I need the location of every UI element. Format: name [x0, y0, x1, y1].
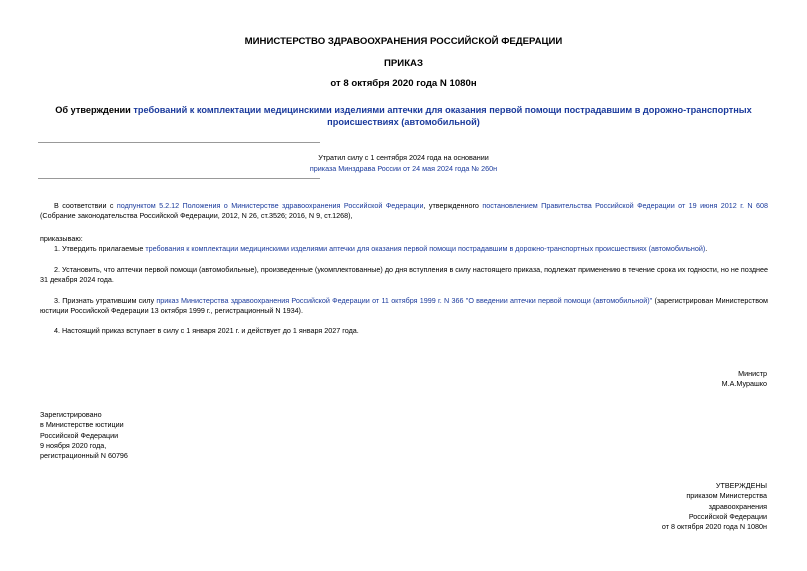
status-note — [40, 152, 767, 174]
approved-block — [662, 481, 767, 532]
approved-line-3: здравоохранения — [708, 501, 767, 511]
approved-line-1: УТВЕРЖДЕНЫ — [715, 481, 767, 490]
registration-line-3: Российской Федерации — [40, 430, 119, 440]
item-4-paragraph — [40, 326, 768, 336]
registration-line-1: Зарегистрировано — [40, 410, 102, 419]
divider-bottom — [38, 178, 320, 179]
preamble-text-1: В соответствии с — [54, 201, 117, 210]
preamble-text-2: , утвержденного — [423, 201, 483, 210]
divider-top — [38, 142, 320, 143]
government-resolution-link[interactable]: постановлением Правительства Российской Федерации от 19 июня 2012 г. N 608 — [482, 201, 768, 210]
approved-line-5: от 8 октября 2020 года N 1080н — [661, 522, 767, 532]
document-title — [40, 104, 767, 128]
regulation-subparagraph-link[interactable]: подпунктом 5.2.12 Положения о Министерстве здравоохранения Российской Федерации — [116, 201, 424, 210]
preamble-paragraph — [40, 201, 768, 221]
signature-position: Министр — [738, 369, 767, 378]
order-word: приказываю: — [40, 234, 83, 243]
registration-line-5: регистрационный N 60796 — [40, 451, 128, 461]
status-note-text: Утратил силу с 1 сентября 2024 года на основании — [318, 153, 489, 162]
status-note-link[interactable]: приказа Минздрава России от 24 мая 2024 года № 260н — [309, 164, 498, 173]
signature-block — [722, 369, 767, 390]
signature-name: М.А.Мурашко — [721, 379, 767, 389]
approved-line-2: приказом Министерства — [686, 491, 767, 501]
ministry-heading: МИНИСТЕРСТВО ЗДРАВООХРАНЕНИЯ РОССИЙСКОЙ ФЕДЕРАЦИИ — [244, 36, 563, 47]
item-1-requirements-link[interactable]: требования к комплектации медицинскими изделиями аптечки для оказания первой помощи пострадавшим в дорожно-транспортных происшествиях (автомобильной) — [145, 244, 706, 253]
item-1-text-end: . — [705, 244, 708, 253]
item-3-repealed-order-link[interactable]: приказ Министерства здравоохранения Российской Федерации от 11 октября 1999 г. N 366 "О введении аптечки первой помощи (автомобильной)" — [156, 296, 653, 305]
title-prefix: Об утверждении — [55, 105, 134, 115]
item-4-text: 4. Настоящий приказ вступает в силу с 1 января 2021 г. и действует до 1 января 2027 года. — [54, 326, 359, 335]
doc-date-heading: от 8 октября 2020 года N 1080н — [330, 78, 477, 89]
preamble-text-3: (Собрание законодательства Российской Федерации, 2012, N 26, ст.3526; 2016, N 9, ст.1268), — [40, 211, 353, 220]
item-1-paragraph — [40, 244, 768, 254]
item-3-text-end: (зарегистрирован Министерством юстиции Российской Федерации 13 октября 1999 г., регистрационный N 1934). — [40, 296, 768, 315]
item-2-paragraph — [40, 265, 768, 285]
item-1-text: 1. Утвердить прилагаемые — [54, 244, 146, 253]
title-requirements-link[interactable]: требований к комплектации медицинскими изделиями аптечки для оказания первой помощи пострадавшим в дорожно-транспортных происшествиях (автомобильной) — [133, 105, 752, 127]
item-3-text: 3. Признать утратившим силу — [54, 296, 157, 305]
doc-type-heading: ПРИКАЗ — [384, 58, 423, 69]
registration-line-2: в Министерстве юстиции — [40, 420, 124, 430]
item-2-text: 2. Установить, что аптечки первой помощи (автомобильные), произведенные (укомплектованные) до дня вступления в силу настоящего приказа, подлежат применению в течение срока их годности, но не позднее 31 декабря 2024 года. — [40, 265, 768, 284]
item-3-paragraph — [40, 296, 768, 316]
registration-block — [40, 410, 128, 461]
approved-line-4: Российской Федерации — [688, 511, 767, 521]
registration-line-4: 9 ноября 2020 года, — [40, 440, 107, 450]
